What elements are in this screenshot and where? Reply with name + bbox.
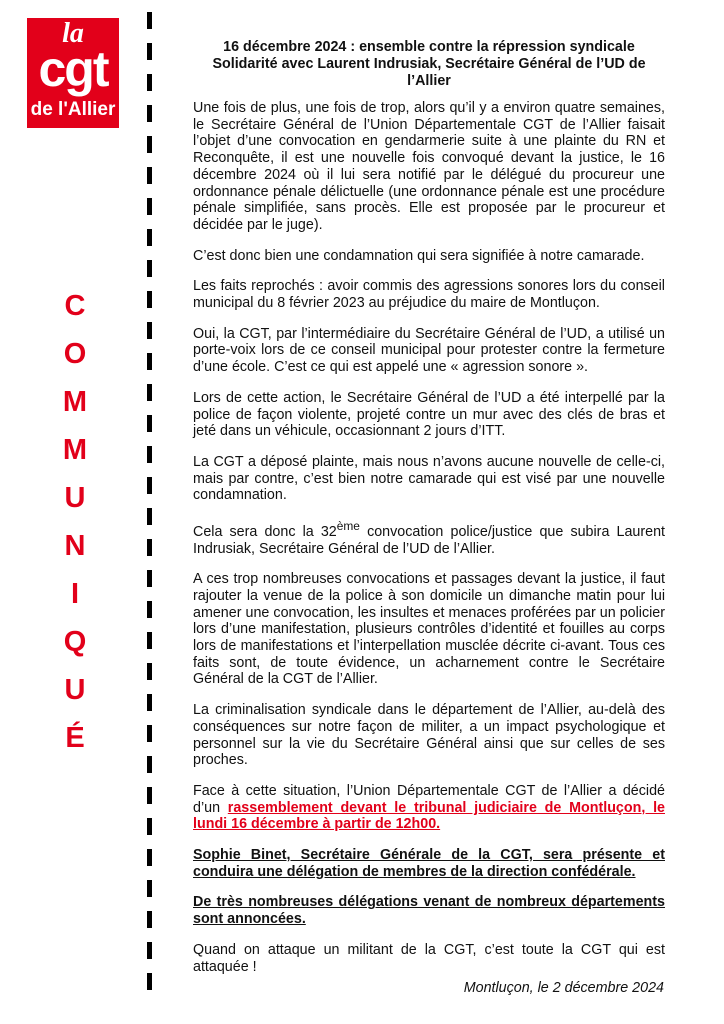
paragraph: C’est donc bien une condamnation qui sera signifiée à notre camarade.	[193, 247, 645, 264]
divider-dash	[147, 353, 152, 370]
communique-letter: O	[63, 338, 87, 370]
divider-dash	[147, 787, 152, 804]
divider-dash	[147, 167, 152, 184]
communique-letter: N	[64, 530, 86, 562]
cgt-logo	[27, 18, 119, 128]
communique-letter: C	[64, 290, 86, 322]
paragraph-bold: De très nombreuses délégations venant de nombreux départements sont annoncées.	[193, 894, 665, 928]
divider-dash	[147, 663, 152, 680]
logo-la: la	[62, 18, 84, 49]
superscript: ème	[336, 519, 360, 534]
communique-letter: M	[62, 434, 88, 466]
paragraph	[193, 518, 665, 557]
paragraph: La criminalisation syndicale dans le département de l’Allier, au-delà des conséquences sur notre façon de militer, a un impact psychologique et personnel sur la vie du Secrétaire Général ainsi que sur celles de ses proches.	[193, 702, 665, 769]
paragraph-text: convocation police/justice que subira Laurent Indrusiak, Secrétaire Général de l’UD de l’Allier.	[193, 523, 666, 557]
divider-dash	[147, 942, 152, 959]
divider-dash	[147, 415, 152, 432]
divider-dash	[147, 570, 152, 587]
divider-dash	[147, 849, 152, 866]
communique-letter: U	[64, 482, 86, 514]
divider-dash	[147, 322, 152, 339]
paragraph: Lors de cette action, le Secrétaire Général de l’UD a été interpellé par la police de façon violente, projeté contre un mur avec des clés de bras et jeté dans un véhicule, occasionnant 2 jours d’ITT.	[193, 389, 665, 440]
divider-dash	[147, 539, 152, 556]
divider-dash	[147, 12, 152, 29]
divider-dash	[147, 43, 152, 60]
paragraph: Quand on attaque un militant de la CGT, c’est toute la CGT qui est attaquée !	[193, 941, 665, 975]
divider-dash	[147, 973, 152, 990]
paragraph: Une fois de plus, une fois de trop, alors qu’il y a environ quatre semaines, le Secrétaire Général de l’Union Départementale CGT de l’Allier faisait l’objet d’une convocation en gendarmerie suite à une plainte du RN et Reconquête, il est une nouvelle fois convoqué devant la justice, le 16 décembre 2024 où il lui sera notifié par le délégué du procureur une ordonnance pénale délictuelle (une ordonnance pénale est une procédure pénale simplifiée, sans procès. Elle est proposée par le procureur et décidée par le juge).	[193, 100, 665, 233]
divider-dash	[147, 911, 152, 928]
press-release-body	[193, 39, 665, 989]
communique-letter: U	[64, 674, 86, 706]
divider-dash	[147, 725, 152, 742]
divider-dash	[147, 198, 152, 215]
paragraph-text: Cela sera donc la 32	[193, 523, 337, 540]
communique-letter: I	[70, 578, 80, 610]
divider-dash	[147, 229, 152, 246]
divider-dash	[147, 384, 152, 401]
divider-dash	[147, 694, 152, 711]
logo-cgt: cgt	[38, 41, 108, 97]
paragraph: A ces trop nombreuses convocations et passages devant la justice, il faut rajouter la venue de la police à son domicile un dimanche matin pour lui amener une convocation, les insultes et menaces proférées par un policier lors d’une manifestation, plusieurs contrôles d’identité et fouilles au corps lors de manifestations et l’interpellation musclée décrite ci-avant. Tous ces faits sont, de toute évidence, un acharnement contre le Secrétaire Général de la CGT de l’Allier.	[193, 571, 665, 688]
header-line-1: 16 décembre 2024 : ensemble contre la répression syndicale	[223, 39, 635, 55]
communique-vertical-title	[52, 282, 98, 762]
divider-dash	[147, 818, 152, 835]
logo-allier: de l'Allier	[30, 99, 116, 120]
paragraph-bold: Sophie Binet, Secrétaire Générale de la CGT, sera présente et conduira une délégation de membres de la direction confédérale.	[193, 847, 665, 880]
divider-dash	[147, 632, 152, 649]
paragraph	[193, 783, 665, 833]
paragraph-text: Face à cette situation, l’Union Départementale CGT de l’Allier a décidé d’un	[193, 782, 665, 816]
divider-dash	[147, 601, 152, 618]
rally-announcement: rassemblement devant le tribunal judiciaire de Montluçon, le lundi 16 décembre à partir de 12h00.	[193, 799, 665, 833]
divider-dash	[147, 756, 152, 773]
paragraph: Oui, la CGT, par l’intermédiaire du Secrétaire Général de l’UD, a utilisé un porte-voix lors de ce conseil municipal pour protester contre la fermeture d’une école. C’est ce qui est appelé une « agression sonore ».	[193, 325, 665, 376]
divider-dash	[147, 446, 152, 463]
divider-dash	[147, 291, 152, 308]
divider-dash	[147, 508, 152, 525]
communique-letter: É	[65, 722, 85, 754]
divider-dash	[147, 880, 152, 897]
signature-place-date: Montluçon, le 2 décembre 2024	[463, 980, 664, 996]
communique-letter: Q	[63, 626, 87, 658]
divider-dash	[147, 105, 152, 122]
document-header	[193, 39, 665, 90]
communique-letter: M	[62, 386, 88, 418]
header-line-2: Solidarité avec Laurent Indrusiak, Secrétaire Général de l’UD de l’Allier	[212, 56, 646, 89]
divider-dash	[147, 74, 152, 91]
paragraph: La CGT a déposé plainte, mais nous n’avons aucune nouvelle de celle-ci, mais par contre, c’est bien notre camarade qui est visé par une nouvelle condamnation.	[193, 453, 665, 504]
divider-dash	[147, 260, 152, 277]
vertical-dashed-divider	[147, 12, 153, 1012]
paragraph: Les faits reprochés : avoir commis des agressions sonores lors du conseil municipal du 8 février 2023 au préjudice du maire de Montluçon.	[193, 278, 665, 312]
divider-dash	[147, 136, 152, 153]
divider-dash	[147, 477, 152, 494]
